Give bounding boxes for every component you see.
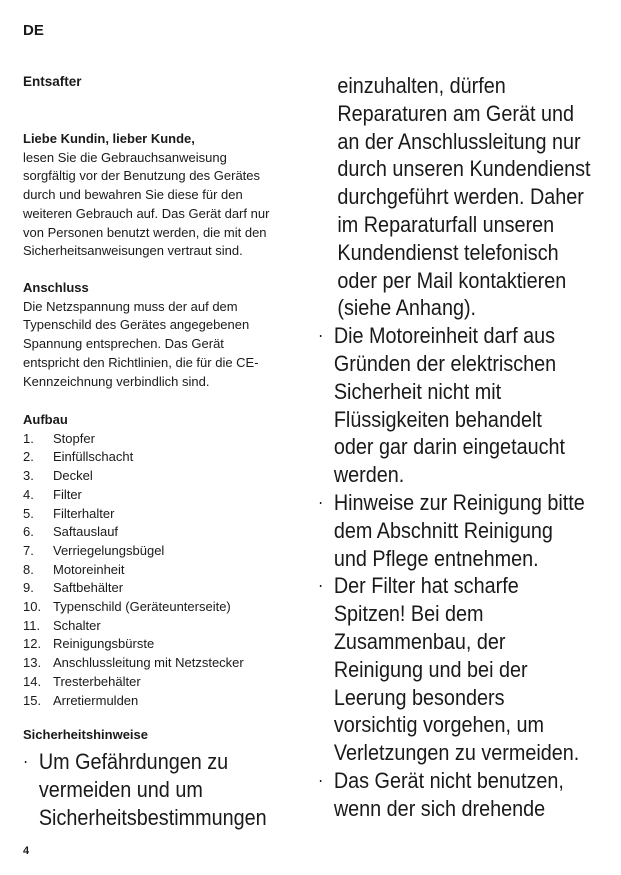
bullet-line: und Pflege entnehmen.	[333, 545, 539, 571]
bullet-line: Gründen der elektrischen	[333, 350, 557, 376]
continuation-line: durchgeführt werden. Daher	[337, 184, 584, 210]
item-label: Stopfer	[53, 430, 95, 446]
item-label: Deckel	[53, 468, 93, 484]
anschluss-line: Typenschild des Gerätes angegebenen	[23, 317, 250, 333]
intro-line: Sicherheitsanweisungen vertraut sind.	[23, 243, 243, 259]
item-number: 10.	[23, 599, 42, 615]
anschluss-section	[23, 279, 308, 391]
anschluss-line: Spannung entsprechen. Das Gerät	[23, 336, 224, 352]
item-label: Schalter	[53, 617, 101, 633]
bullet-line: Der Filter hat scharfe	[333, 573, 519, 599]
list-item	[23, 430, 308, 449]
continuation-line: oder per Mail kontaktieren	[337, 267, 567, 293]
bullet-line: Hinweise zur Reinigung bitte	[333, 489, 585, 515]
bullet-line: vorsichtig vorgehen, um	[333, 712, 545, 738]
item-label: Filter	[53, 486, 82, 502]
list-item	[23, 486, 308, 505]
list-item	[23, 561, 308, 580]
item-number: 13.	[23, 655, 42, 671]
intro-heading: Liebe Kundin, lieber Kunde,	[23, 131, 195, 146]
item-number: 15.	[23, 692, 42, 708]
bullet-line: vermeiden und um	[38, 776, 203, 802]
bullet-item	[318, 572, 608, 767]
list-item	[23, 448, 308, 467]
intro-line: lesen Sie die Gebrauchsanweisung	[23, 149, 227, 165]
bullet-line: werden.	[333, 462, 405, 488]
language-code: DE	[23, 22, 44, 39]
item-number: 7.	[23, 542, 34, 558]
item-label: Typenschild (Geräteunterseite)	[53, 599, 231, 615]
continuation-line: an der Anschlussleitung nur	[337, 128, 581, 154]
item-label: Saftbehälter	[53, 580, 124, 596]
bullet-line: wenn der sich drehende	[333, 795, 546, 821]
item-number: 3.	[23, 468, 34, 484]
page-number: 4	[23, 845, 30, 857]
list-item	[23, 467, 308, 486]
bullet-line: oder gar darin eingetaucht	[333, 434, 566, 460]
item-label: Einfüllschacht	[53, 449, 134, 465]
bullet-item	[318, 767, 608, 823]
bullet-icon: ·	[318, 575, 324, 596]
item-label: Arretiermulden	[53, 692, 139, 708]
bullet-line: dem Abschnitt Reinigung	[333, 517, 553, 543]
item-number: 11.	[23, 617, 41, 633]
intro-line: sorgfältig vor der Benutzung des Gerätes	[23, 168, 261, 184]
aufbau-section	[23, 411, 308, 710]
bullet-item	[23, 748, 305, 831]
anschluss-heading: Anschluss	[23, 280, 89, 295]
bullet-line: Um Gefährdungen zu	[38, 749, 229, 774]
list-item	[23, 523, 308, 542]
item-label: Motoreinheit	[53, 561, 125, 577]
intro-section	[23, 130, 308, 261]
list-item	[23, 579, 308, 598]
bullet-line: Zusammenbau, der	[333, 628, 506, 654]
anschluss-line: Die Netzspannung muss der auf dem	[23, 298, 238, 314]
item-label: Tresterbehälter	[53, 673, 141, 689]
safety-heading: Sicherheitshinweise	[23, 727, 148, 742]
item-label: Verriegelungsbügel	[53, 542, 165, 558]
bullet-icon: ·	[23, 751, 29, 771]
item-number: 14.	[23, 673, 42, 689]
list-item	[23, 542, 308, 561]
continuation-line: einzuhalten, dürfen	[337, 73, 506, 98]
list-item	[23, 617, 308, 636]
list-item	[23, 598, 308, 617]
bullet-icon: ·	[318, 491, 324, 512]
list-item	[23, 654, 308, 673]
page-title: Entsafter	[23, 74, 82, 89]
item-label: Filterhalter	[53, 505, 115, 521]
item-label: Saftauslauf	[53, 524, 119, 540]
item-number: 9.	[23, 580, 34, 596]
bullet-line: Verletzungen zu vermeiden.	[333, 740, 580, 766]
intro-line: durch und bewahren Sie diese für den	[23, 187, 243, 203]
parts-list	[23, 430, 308, 711]
list-item	[23, 635, 308, 654]
bullet-line: Sicherheit nicht mit	[333, 378, 502, 404]
bullet-line: Reinigung und bei der	[333, 656, 528, 682]
bullet-line: Leerung besonders	[333, 684, 505, 710]
bullet-item	[318, 489, 608, 572]
intro-line: von Personen benutzt werden, die mit den	[23, 224, 267, 240]
list-item	[23, 692, 308, 711]
safety-first-bullet	[23, 748, 305, 831]
continuation-line: im Reparaturfall unseren	[337, 211, 555, 237]
item-number: 4.	[23, 486, 34, 502]
continuation-line: Kundendienst telefonisch	[337, 239, 559, 265]
bullet-icon: ·	[318, 325, 324, 346]
item-number: 5.	[23, 505, 34, 521]
bullet-line: Die Motoreinheit darf aus	[333, 323, 556, 349]
bullet-icon: ·	[318, 769, 324, 790]
item-number: 12.	[23, 636, 42, 652]
bullet-line: Das Gerät nicht benutzen,	[333, 767, 564, 793]
item-label: Reinigungsbürste	[53, 636, 155, 652]
item-number: 2.	[23, 449, 34, 465]
anschluss-line: entspricht den Richtlinien, die für die CE-	[23, 354, 259, 370]
safety-heading-block	[23, 726, 308, 745]
continuation-line: Reparaturen am Gerät und	[337, 100, 574, 126]
continuation-line: durch unseren Kundendienst	[337, 156, 591, 182]
anschluss-line: Kennzeichnung verbindlich sind.	[23, 373, 210, 389]
right-column	[318, 72, 608, 823]
intro-line: weiteren Gebrauch auf. Das Gerät darf nur	[23, 205, 270, 221]
item-number: 6.	[23, 524, 34, 540]
list-item	[23, 673, 308, 692]
item-label: Anschlussleitung mit Netzstecker	[53, 655, 244, 671]
item-number: 8.	[23, 561, 34, 577]
bullet-line: Spitzen! Bei dem	[333, 601, 484, 627]
item-number: 1.	[23, 430, 34, 446]
bullet-line: Sicherheitsbestimmungen	[38, 804, 267, 830]
list-item	[23, 505, 308, 524]
bullet-item	[318, 322, 608, 489]
aufbau-heading: Aufbau	[23, 412, 68, 427]
continuation-line: (siehe Anhang).	[337, 295, 477, 321]
bullet-line: Flüssigkeiten behandelt	[333, 406, 542, 432]
